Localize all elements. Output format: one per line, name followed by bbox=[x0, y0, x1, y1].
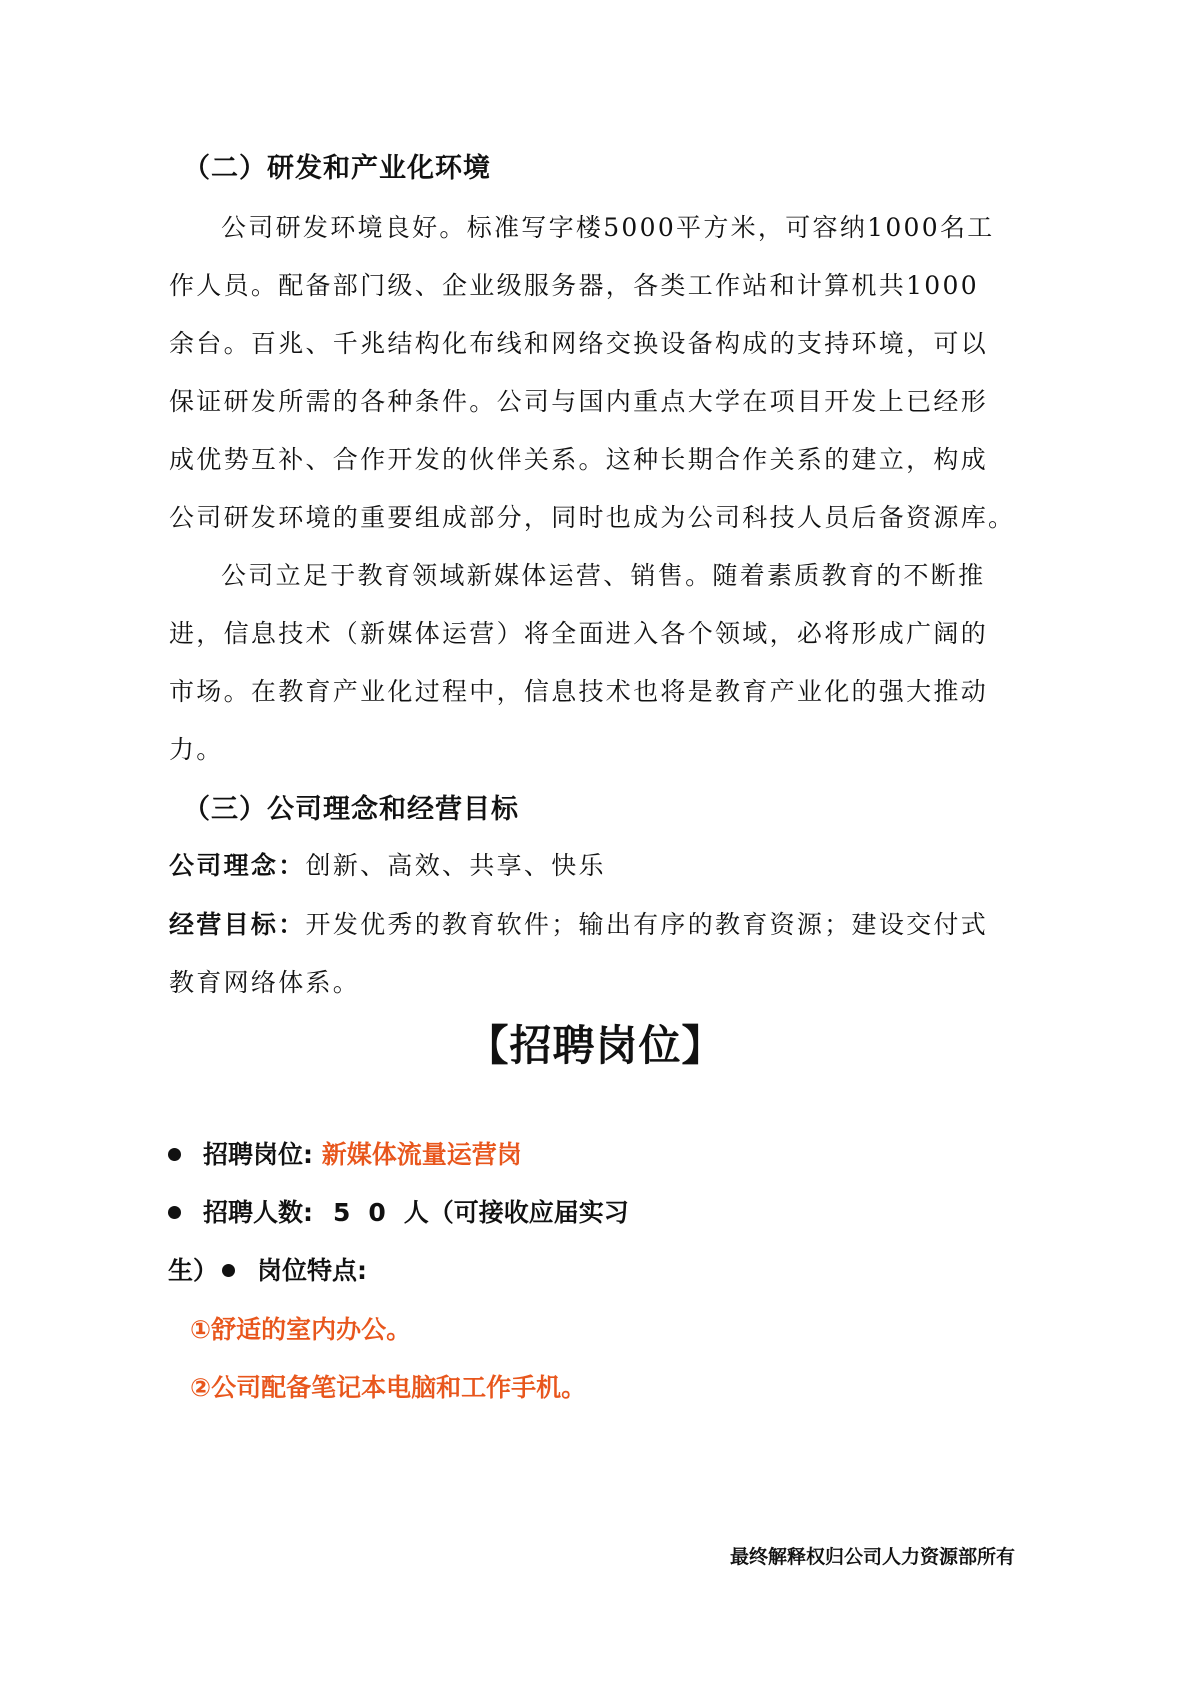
para1-line-4: 保证研发所需的各种条件。公司与国内重点大学在项目开发上已经形 bbox=[169, 387, 989, 416]
goal-label: 经营目标： bbox=[169, 910, 306, 939]
para1-line-6: 公司研发环境的重要组成部分，同时也成为公司科技人员后备资源库。 bbox=[169, 503, 1016, 532]
count-tail: 生） bbox=[168, 1256, 219, 1285]
para2-line-2: 进，信息技术（新媒体运营）将全面进入各个领域，必将形成广阔的 bbox=[169, 619, 989, 648]
features-row bbox=[168, 1251, 367, 1287]
feature-item-1: ①舒适的室内办公。 bbox=[190, 1315, 412, 1344]
feature-item-2: ②公司配备笔记本电脑和工作手机。 bbox=[190, 1373, 587, 1402]
para2-line-1: 公司立足于教育领域新媒体运营、销售。随着素质教育的不断推 bbox=[221, 561, 986, 590]
features-label: 岗位特点: bbox=[257, 1256, 368, 1285]
bullet-icon bbox=[168, 1148, 181, 1161]
count-label: 招聘人数: bbox=[203, 1198, 313, 1227]
para2-line-3: 市场。在教育产业化过程中，信息技术也将是教育产业化的强大推动 bbox=[169, 677, 989, 706]
footer-note: 最终解释权归公司人力资源部所有 bbox=[729, 1546, 1015, 1568]
para1-line-1: 公司研发环境良好。标准写字楼5000平方米，可容纳1000名工 bbox=[221, 213, 995, 242]
philosophy-value: 创新、高效、共享、快乐 bbox=[305, 851, 606, 880]
goal-line bbox=[169, 905, 988, 941]
count-value: 50 bbox=[333, 1198, 404, 1227]
bullet-icon bbox=[168, 1206, 181, 1219]
para2-line-4: 力。 bbox=[169, 735, 224, 764]
position-row bbox=[168, 1135, 522, 1171]
section3-heading: （三）公司理念和经营目标 bbox=[183, 794, 519, 825]
count-row bbox=[168, 1193, 629, 1229]
philosophy-label: 公司理念： bbox=[169, 851, 306, 880]
goal-line-2: 教育网络体系。 bbox=[169, 968, 361, 997]
para1-line-5: 成优势互补、合作开发的伙伴关系。这种长期合作关系的建立，构成 bbox=[169, 445, 989, 474]
recruitment-title: 【招聘岗位】 bbox=[466, 1021, 725, 1070]
bullet-icon bbox=[222, 1264, 235, 1277]
philosophy-line bbox=[169, 846, 606, 882]
position-label: 招聘岗位: bbox=[203, 1140, 313, 1169]
count-unit: 人（可接收应届实习 bbox=[403, 1198, 629, 1227]
para1-line-3: 余台。百兆、千兆结构化布线和网络交换设备构成的支持环境，可以 bbox=[169, 329, 989, 358]
position-value: 新媒体流量运营岗 bbox=[321, 1140, 522, 1169]
para1-line-2: 作人员。配备部门级、企业级服务器，各类工作站和计算机共1000 bbox=[169, 271, 979, 300]
section2-heading: （二）研发和产业化环境 bbox=[183, 153, 491, 184]
goal-value: 开发优秀的教育软件；输出有序的教育资源；建设交付式 bbox=[305, 910, 989, 939]
